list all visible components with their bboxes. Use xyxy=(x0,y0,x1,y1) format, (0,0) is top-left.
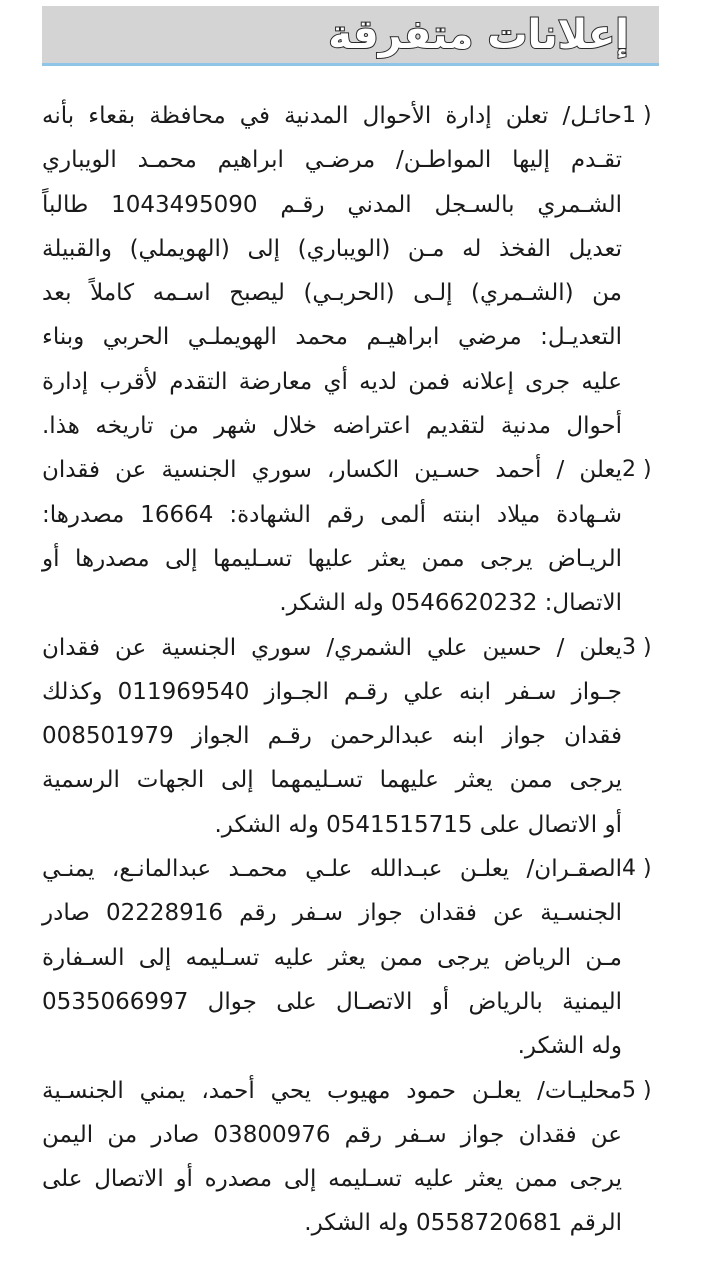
ad-text xyxy=(42,847,622,1068)
ad-text xyxy=(42,1069,622,1246)
ad-item-3 xyxy=(42,626,662,847)
ad-line: وله الشكر. xyxy=(517,1033,622,1060)
ad-line: التعديـل: مرضي ابراهيـم محمد الهويملـي الحربي وبناء xyxy=(42,324,622,351)
ad-number: 1 ) xyxy=(622,103,652,128)
ad-line: عن فقدان جواز سـفر رقم 03800976 صادر من اليمن xyxy=(42,1121,622,1148)
ad-text xyxy=(42,626,622,847)
ad-line: أحوال مدنية لتقديم اعتراضه خلال شهر من تاريخه هذا. xyxy=(42,413,622,440)
ad-line: شـهادة ميلاد ابنته ألمى رقم الشهادة: 16664 مصدرها: xyxy=(42,501,622,528)
ad-line: مـن الرياض يرجى ممن يعثر عليه تسـليمه إلى السـفارة xyxy=(42,944,622,971)
ad-line: يعلن / حسين علي الشمري/ سوري الجنسية عن فقدان xyxy=(42,634,622,661)
ad-line: جـواز سـفر ابنه علي رقـم الجـواز 011969540 وكذلك xyxy=(42,678,622,705)
ad-number: 2 ) xyxy=(622,457,652,483)
ad-line: من (الشـمري) إلـى (الحربـي) ليصبح اسـمه كاملاً بعد xyxy=(42,280,622,307)
ad-number: 4 ) xyxy=(622,856,652,882)
section-title: إعلانات متفرقة xyxy=(328,12,629,58)
ad-item-5 xyxy=(42,1069,662,1246)
ad-line: حائـل/ تعلن إدارة الأحوال المدنية في محافظة بقعاء بأنه xyxy=(42,103,622,129)
ad-line: الجنسـية عن فقدان جواز سـفر رقم 02228916 صادر xyxy=(42,900,622,927)
ad-line: الصقـران/ يعلـن عبـدالله علـي محمـد عبدالمانـع، يمنـي xyxy=(42,856,622,883)
ad-item-4 xyxy=(42,847,662,1068)
classified-ads-list xyxy=(42,94,662,1246)
ad-line: يعلن / أحمد حسـين الكسار، سوري الجنسية عن فقدان xyxy=(42,457,622,484)
ad-line: أو الاتصال على 0541515715 وله الشكر. xyxy=(214,811,622,838)
ad-line: الاتصال: 0546620232 وله الشكر. xyxy=(279,590,622,617)
ad-item-2 xyxy=(42,448,662,625)
ad-line: تقـدم إليها المواطـن/ مرضـي ابراهيم محمـد الويباري xyxy=(42,147,622,174)
ad-text xyxy=(42,448,622,625)
ad-line: اليمنية بالرياض أو الاتصـال على جوال 0535066997 xyxy=(42,988,622,1015)
ad-line: الشـمري بالسـجل المدني رقـم 1043495090 طالباً xyxy=(42,191,622,218)
ad-line: الريـاض يرجى ممن يعثر عليها تسـليمها إلى مصدرها أو xyxy=(42,545,622,572)
ad-line: محليـات/ يعلـن حمود مهيوب يحي أحمد، يمني الجنسـية xyxy=(42,1077,622,1104)
ad-number: 3 ) xyxy=(622,634,652,660)
section-header xyxy=(42,6,659,66)
ad-text xyxy=(42,94,622,448)
ad-line: تعديل الفخذ له مـن (الويباري) إلى (الهويملي) والقبيلة xyxy=(42,235,622,262)
ad-item-1 xyxy=(42,94,662,448)
ad-line: يرجى ممن يعثر عليه تسـليمه إلى مصدره أو الاتصال على xyxy=(42,1166,622,1193)
ad-line: يرجى ممن يعثر عليهما تسـليمهما إلى الجهات الرسمية xyxy=(42,767,622,794)
ad-line: فقدان جواز ابنه عبدالرحمن رقـم الجواز 008501979 xyxy=(42,723,622,750)
ad-line: الرقم 0558720681 وله الشكر. xyxy=(304,1210,622,1237)
ad-line: عليه جرى إعلانه فمن لديه أي معارضة التقدم لأقرب إدارة xyxy=(42,368,622,395)
ad-number: 5 ) xyxy=(622,1077,652,1103)
